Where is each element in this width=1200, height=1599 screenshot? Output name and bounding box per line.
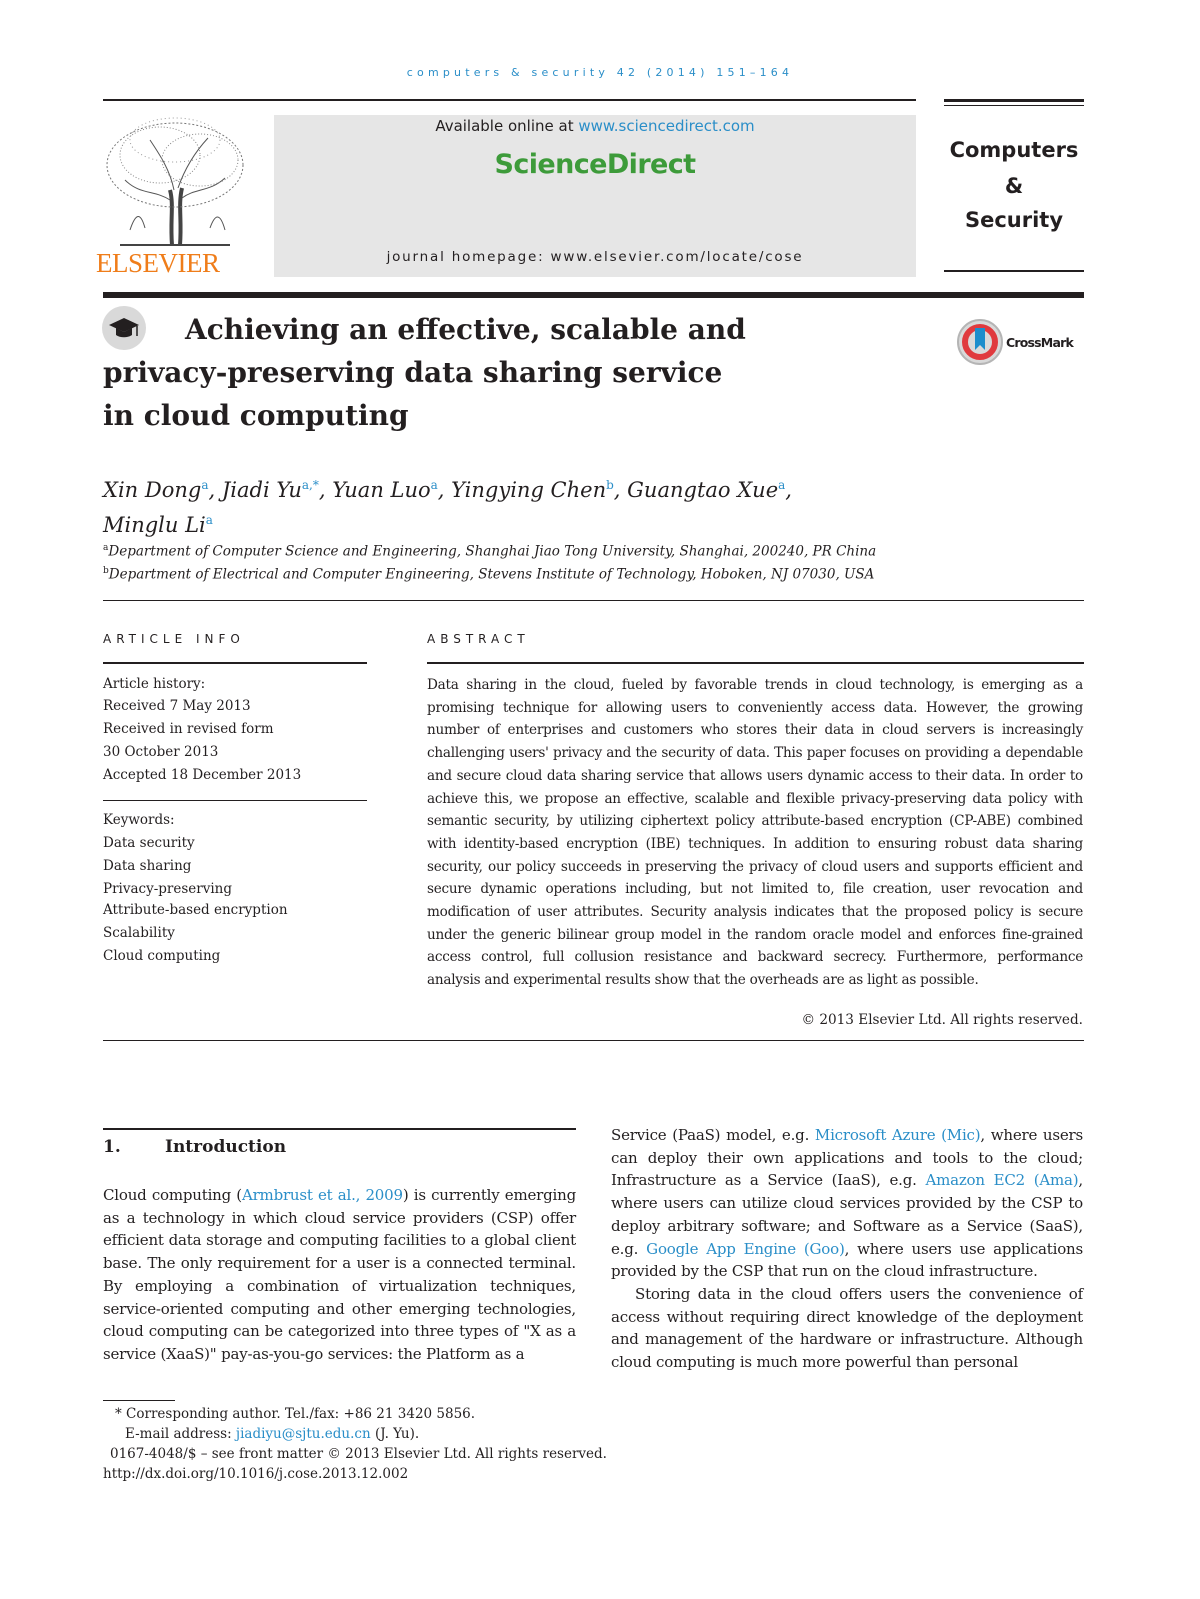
paper-title bbox=[103, 308, 823, 437]
affiliation-marker[interactable]: a bbox=[205, 513, 213, 527]
keyword-item: Data sharing bbox=[103, 858, 192, 874]
affiliation-text: Department of Electrical and Computer Engineering, Stevens Institute of Technology, Hoboken, NJ 07030, USA bbox=[108, 566, 875, 583]
citation-link[interactable]: Amazon EC2 (Ama) bbox=[925, 1171, 1079, 1190]
issn-note: 0167-4048/$ – see front matter © 2013 Elsevier Ltd. All rights reserved. bbox=[110, 1446, 607, 1462]
email-prefix: E-mail address: bbox=[125, 1426, 236, 1442]
cover-line-1: Computers bbox=[949, 138, 1079, 162]
intro-left-column bbox=[103, 1184, 576, 1366]
affiliation-marker[interactable]: b bbox=[606, 478, 614, 492]
keywords-label: Keywords: bbox=[103, 812, 175, 828]
abstract-end-rule bbox=[103, 1040, 1084, 1041]
cover-rule-bottom bbox=[944, 270, 1084, 272]
citation-link[interactable]: Microsoft Azure (Mic) bbox=[814, 1126, 981, 1144]
sciencedirect-title: ScienceDirect bbox=[494, 149, 696, 180]
sciencedirect-banner bbox=[274, 115, 916, 277]
journal-cover bbox=[944, 100, 1084, 276]
article-info-rule bbox=[103, 662, 367, 664]
corresponding-author-note: * Corresponding author. Tel./fax: +86 21 3420 5856. bbox=[115, 1406, 476, 1422]
intro-text: , where users use applications provided by the CSP that run on the cloud infrastructure. bbox=[611, 1239, 1083, 1281]
doi-link[interactable]: http://dx.doi.org/10.1016/j.cose.2013.12.002 bbox=[103, 1466, 409, 1482]
email-note bbox=[125, 1426, 419, 1442]
thick-rule bbox=[103, 292, 1084, 298]
intro-rule bbox=[103, 1128, 576, 1130]
intro-paragraph-2: Storing data in the cloud offers users the convenience of access without requiring direct knowledge of the deployment and management of the hardware or infrastructure. Although cloud computing is much more powerful than personal bbox=[611, 1284, 1083, 1372]
affiliation-marker[interactable]: a bbox=[430, 478, 438, 492]
intro-right-column bbox=[611, 1124, 1083, 1374]
abstract-copyright: © 2013 Elsevier Ltd. All rights reserved. bbox=[801, 1012, 1083, 1028]
email-suffix: (J. Yu). bbox=[370, 1426, 420, 1442]
keyword-item: Scalability bbox=[103, 925, 175, 941]
affiliation-rule bbox=[103, 600, 1084, 601]
sciencedirect-link[interactable]: www.sciencedirect.com bbox=[578, 117, 755, 135]
footnote-rule bbox=[103, 1400, 175, 1401]
revised-date: 30 October 2013 bbox=[103, 744, 219, 760]
author-name: Guangtao Xue bbox=[627, 478, 779, 502]
affiliation-marker[interactable]: a bbox=[778, 478, 786, 492]
crossmark-label: CrossMark bbox=[1006, 335, 1073, 350]
affiliation-marker[interactable]: a,* bbox=[301, 478, 319, 492]
title-line-1: Achieving an effective, scalable and bbox=[185, 313, 746, 346]
journal-citation: computers & security 42 (2014) 151–164 bbox=[406, 66, 794, 79]
section-heading bbox=[103, 1137, 286, 1157]
abstract-text: Data sharing in the cloud, fueled by favorable trends in cloud technology, is emerging as a promising technique for allowing users to conveniently access data. However, the growing number of enterprises and customers who stores their data in cloud servers is increasingly challenging users' privacy and the security of data. This paper focuses on providing a dependable and secure cloud data sharing service that allows users dynamic access to their data. In order to achieve this, we propose an effective, scalable and flexible privacy-preserving data policy with semantic security, by utilizing ciphertext policy attribute-based encryption (CP-ABE) combined with identity-based encryption (IBE) techniques. In addition to ensuring robust data sharing security, our policy succeeds in preserving the privacy of cloud users and supports efficient and secure dynamic operations including, but not limited to, file creation, user revocation and modification of user attributes. Security analysis indicates that the proposed policy is secure under the generic bilinear group model in the random oracle model and enforces fine-grained access control, full collusion resistance and backward secrecy. Furthermore, performance analysis and experimental results show that the overheads are as light as possible. bbox=[427, 677, 1083, 989]
affiliation-sup: b bbox=[103, 566, 109, 576]
intro-text: Cloud computing ( bbox=[103, 1186, 242, 1204]
available-prefix: Available online at bbox=[435, 117, 579, 135]
keyword-item: Privacy-preserving bbox=[103, 881, 233, 897]
affiliation-b bbox=[103, 566, 874, 583]
author-name: Xin Dong bbox=[103, 478, 202, 502]
author-name: Minglu Li bbox=[103, 513, 206, 537]
keyword-item: Data security bbox=[103, 835, 195, 851]
citation-link[interactable]: Armbrust et al., 2009 bbox=[241, 1186, 403, 1204]
revised-label: Received in revised form bbox=[103, 721, 274, 737]
author-name: Yingying Chen bbox=[451, 478, 607, 502]
email-link[interactable]: jiadiyu@sjtu.edu.cn bbox=[235, 1426, 371, 1442]
history-label: Article history: bbox=[103, 676, 206, 692]
intro-text: ) is currently emerging as a technology in which cloud service providers (CSP) offer efficient data storage and computing facilities to a global client base. The only requirement for a user is a connected terminal. By employing a combination of virtualization techniques, service-oriented computing and other emerging technologies, cloud computing can be categorized into three types of "X as a service (XaaS)" pay-as-you-go services: the Platform as a bbox=[103, 1186, 576, 1363]
citation-link[interactable]: Google App Engine (Goo) bbox=[646, 1239, 845, 1258]
title-line-2: privacy-preserving data sharing service bbox=[103, 356, 723, 389]
elsevier-wordmark: ELSEVIER bbox=[96, 248, 220, 278]
author-list: Xin Dong$^a$, Jiadi $Yu^{a,*}$, Yuan Luo$^a$, Yingying Chen$^b$, Guangtao Xue$^a$, Minglu Li$^a$ bbox=[103, 478, 792, 537]
section-title: Introduction bbox=[165, 1137, 287, 1157]
author-name: Jiadi Yu bbox=[221, 478, 302, 502]
abstract-heading: ABSTRACT bbox=[427, 632, 530, 646]
received-date: Received 7 May 2013 bbox=[103, 698, 251, 714]
cover-line-3: Security bbox=[964, 208, 1064, 232]
intro-text: , where users can utilize cloud services provided by the CSP to deploy arbitrary software; and Software as a Service (SaaS), e.g. bbox=[611, 1171, 1083, 1258]
header-rule-left bbox=[103, 99, 916, 101]
affiliation-a bbox=[103, 543, 876, 560]
accepted-date: Accepted 18 December 2013 bbox=[103, 767, 302, 783]
keyword-item: Cloud computing bbox=[103, 948, 221, 964]
available-online bbox=[274, 117, 916, 135]
abstract-rule bbox=[427, 662, 1084, 664]
intro-text: , where users can deploy their own applications and tools to the cloud; Infrastructure as a Service (IaaS), e.g. bbox=[611, 1126, 1083, 1190]
keyword-item: Attribute-based encryption bbox=[103, 902, 288, 918]
section-number: 1. bbox=[103, 1137, 121, 1157]
author-name: Yuan Luo bbox=[332, 478, 431, 502]
title-line-3: in cloud computing bbox=[103, 399, 409, 432]
keywords-rule bbox=[103, 800, 367, 801]
affiliation-sup: a bbox=[103, 543, 109, 553]
intro-text: Service (PaaS) model, e.g. bbox=[611, 1126, 815, 1144]
cover-line-2: & bbox=[1004, 174, 1024, 198]
article-info-heading: ARTICLE INFO bbox=[103, 632, 245, 646]
journal-homepage[interactable]: journal homepage: www.elsevier.com/locate/cose bbox=[386, 249, 804, 265]
affiliation-text: Department of Computer Science and Engineering, Shanghai Jiao Tong University, Shanghai, 200240, PR China bbox=[108, 543, 877, 560]
affiliation-marker[interactable]: a bbox=[201, 478, 209, 492]
